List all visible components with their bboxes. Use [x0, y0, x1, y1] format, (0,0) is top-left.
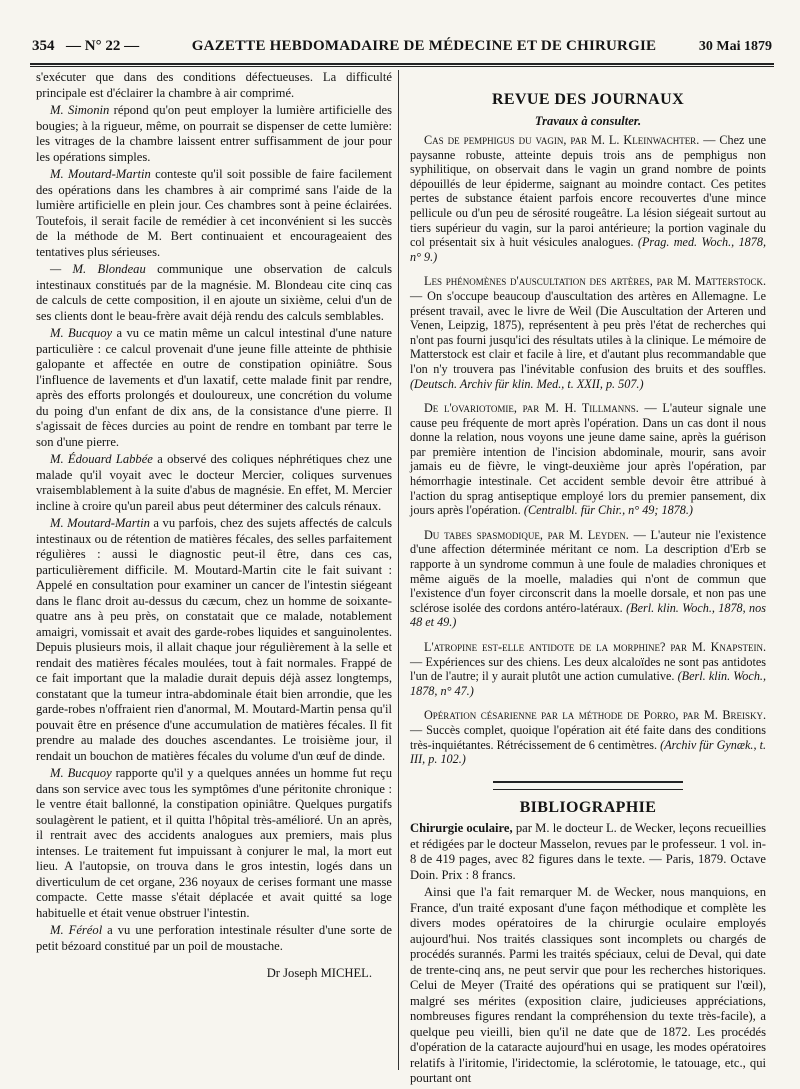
journal-entry: Opération césarienne par la méthode de Porro, par M. Breisky. — Succès complet, quoique l'opération ait été faite dans des conditions très-inquiétantes. Rétrécissement de 6 centimètres. (Archiv für Gynæk., t. III, p. 102.) [410, 708, 767, 767]
speaker-name: M. Bucquoy [50, 766, 112, 780]
entry-heading: De l'ovariotomie, par M. H. Tillmanns. [424, 401, 639, 416]
speaker-name: M. Simonin [50, 103, 110, 117]
journal-entry: De l'ovariotomie, par M. H. Tillmanns. — L'auteur signale une cause peu fréquente de mort après l'opération. Dans un cas dont il nous donne la relation, nous voyons une jeune dame saine, après la guérison par première intention de l'incision abdominale, mourir, sans avoir jamais eu de fièvre, le vingt-deuxième jour après l'opération, par hémorrhagie intestinale. Cet accident semble devoir être attribué à l'action du sprag antiseptique employé lors du premier pansement, dix jours après l'opération. (Centralbl. für Chir., n° 49; 1878.) [410, 401, 766, 518]
speaker-name: M. Moutard-Martin [50, 516, 150, 530]
speaker-name: M. Moutard-Martin [50, 167, 151, 181]
subsection-title: Travaux à consulter. [534, 113, 642, 128]
entry-heading: Opération césarienne par la méthode de Porro, par M. Breisky. [424, 708, 766, 723]
bibliography-title: BIBLIOGRAPHIE [519, 798, 657, 816]
paragraph: s'exécuter que dans des conditions défectueuses. La difficulté principale est d'éclairer la chambre à air comprimé. [36, 70, 392, 100]
paragraph: M. Moutard-Martin a vu parfois, chez des sujets affectés de calculs intestinaux ou de rétention de matières fécales, des selles parfaitement régulières : aussi le diagnostic peut-il être, dans ces cas, particulièrement difficile. M. Moutard-Martin cite le fait suivant : Appelé en consultation pour examiner un cancer de l'intestin siégeant dans le flanc droit au-dessus du cæcum, chez un homme de soixante-quatre ans à peu près, on constatait que ce malade, notablement amaigri, vomissait et avait des garde-robes liquides et sanguinolentes. Depuis plusieurs mois, il allait chaque jour régulièrement à la selle et rendait des matières fécales moulées, tout à fait normales. Frappé de ce fait important que la maladie durait depuis déjà assez longtemps, constatant que la tumeur intra-abdominale était bien arrondie, que les garde-robes n'offraient rien d'anormal, M. Moutard-Martin pensa qu'il pouvait être en présence d'une accumulation de matières fécales. Il fit prendre au malade des douches ascendantes. Le troisième jour, il rendait un bouchon de matières fécales du volume d'un œuf de dinde. [36, 516, 393, 763]
paragraph: M. Bucquoy rapporte qu'il y a quelques années un homme fut reçu dans son service avec tous les symptômes d'une péritonite chronique : le ventre était ballonné, la constipation opiniâtre. Quelques purgatifs soulagèrent le patient, et il quitta l'hôpital très-amélioré. Un an après, il rentrait avec des accidents analogues aux premiers, mais plus intenses. Le traitement fut impuissant à conjurer le mal, la mort eut lieu. A l'autopsie, on trouva dans le gros intestin, logés dans un diverticulum de cet organe, 236 noyaux de cerises formant une masse compacte. Cette masse s'était déplacée et avait quitté sa loge habituelle et était venue obstruer l'intestin. [36, 766, 392, 920]
speaker-name: M. Bucquoy [50, 326, 113, 340]
paragraph: — M. Blondeau communique une observation de calculs intestinaux constitués par de la magnésie. M. Blondeau cite cinq cas de calculs de cette composition, il en ajoute un sixième, celui d'un de ses clients dont le beau-frère avait déjà rendu des calculs semblables. [36, 262, 392, 323]
speaker-name: M. Féréol [50, 923, 103, 937]
paragraph: Ainsi que l'a fait remarquer M. de Wecker, nous manquions, en France, d'un traité exposant d'une façon méthodique et complète les divers modes opératoires de la chirurgie oculaire employés aujourd'hui. Nos traités classiques sont incomplets ou chargés de procédés surannés. Parmi les traités spéciaux, celui de Deval, qui date de trente-cinq ans, ne peut servir que pour les recherches historiques. Celui de Meyer (Traité des opérations qui se pratiquent sur l'œil), malgré ses mérites (exposition claire, judicieuses appréciations, nombreuses figures rendant la compréhension du texte très-facile), a quelque peu vieilli, bien qu'il ne date que de 1872. Les procédés d'opération de la cataracte aujourd'hui en usage, les modes opératoires relatifs à l'iritomie, l'iridectomie, la sclérotomie, le tatouage, etc., qui pourtant ont [410, 885, 766, 1086]
issue-date: 30 Mai 1879 [698, 39, 772, 54]
journal-entry: Du tabes spasmodique, par M. Leyden. — L'auteur nie l'existence d'une affection déterminée méritant ce nom. La description d'Erb se rapporte à un syndrome commun à une foule de maladies chroniques et même aiguës de la moelle, maladies qui n'ont de commun que l'existence d'un foyer circonscrit dans la moelle dorsale, et non pas une sclérose isolée des cordons antéro-latéraux. (Berl. klin. Woch., 1878, nos 48 et 49.) [410, 527, 766, 630]
speaker-name: M. Édouard Labbée [50, 452, 153, 466]
signature: Dr Joseph MICHEL. [266, 966, 372, 980]
journal-entry: L'atropine est-elle antidote de la morphine? par M. Knapstein. — Expériences sur des chiens. Les deux alcaloïdes ne sont pas antidotes l'un de l'autre; il y aurait plutôt une action cumulative. (Berl. klin. Woch., 1878, n° 47.) [410, 640, 767, 698]
entry-reference: (Centralbl. für Chir., n° 49; 1878.) [523, 503, 693, 518]
section-divider [493, 781, 683, 790]
paragraph: M. Féréol a vu une perforation intestinale résulter d'une sorte de petit bézoard constitué par un poil de moustache. [36, 923, 392, 953]
book-citation: Chirurgie oculaire, par M. le docteur L. de Wecker, leçons recueillies et rédigées par le docteur Masselon, revues par le professeur. 1 vol. in-8 de 419 pages, avec 82 figures dans le texte. — Paris, 1879. Octave Doin. Prix : 8 francs. [410, 821, 766, 882]
paragraph: M. Édouard Labbée a observé des coliques néphrétiques chez une malade qu'il voyait avec le docteur Mercier, coliques survenues vraisemblablement à la suite d'abus de magnésie. En effet, M. Mercier incline à croire qu'un pareil abus peut déterminer des calculs rénaux. [36, 452, 392, 513]
entry-heading: Les phénomènes d'auscultation des artères, par M. Matterstock. [424, 274, 766, 289]
left-column [36, 70, 392, 984]
entry-reference: (Archiv für Gynæk., t. III, p. 102.) [410, 737, 767, 767]
entry-heading: L'atropine est-elle antidote de la morphine? par M. Knapstein. [424, 640, 766, 654]
entry-reference: (Berl. klin. Woch., 1878, nos 48 et 49.) [410, 600, 766, 630]
entry-heading: Cas de pemphigus du vagin, par M. L. Kleinwachter. [424, 133, 700, 147]
right-column [410, 70, 766, 1089]
page-header [32, 38, 772, 62]
header-rule [30, 63, 774, 67]
journal-entry: Les phénomènes d'auscultation des artères, par M. Matterstock. — On s'occupe beaucoup d'auscultation des artères en Allemagne. Le présent travail, avec le livre de Weil (Die Auscultation der Arteren und Venen, Leipzig, 1875), représentent à peu près l'état de recherches qui n'ont pas fourni jusqu'ici des résultats utiles à la clinique. Le mémoire de Matterstock est clair et facile à lire, et d'autant plus recommandable que l'on n'y trouvera pas l'inévitable confusion des bruits et des souffles. (Deutsch. Archiv für klin. Med., t. XXII, p. 507.) [410, 274, 766, 391]
issue-number: — N° 22 — [66, 38, 140, 54]
paragraph: M. Bucquoy a vu ce matin même un calcul intestinal d'une nature particulière : ce calcul provenait d'une jeune fille atteinte de phthisie galopante et affectée en outre de constipation opiniâtre. Sous l'influence de lavements et d'un laxatif, cette malade finit par rendre, après des efforts prolongés et douloureux, une concrétion du volume du poing d'un enfant de dix ans, de la consistance d'une pierre. Il s'agissait de fèces durcies au point de rendre en tombant par terre le son d'une pierre. [36, 326, 392, 449]
journal-entry: Cas de pemphigus du vagin, par M. L. Kleinwachter. — Chez une paysanne robuste, atteinte depuis trois ans de pemphigus non syphilitique, on observait dans le vagin un grand nombre de points dépouillés de leur épiderme, saignant au moindre contact. Ces petites pertes de substance étaient parfois encore recouvertes d'une mince pellicule ou d'un peu de sérosité rougeâtre. La lésion siégeait surtout au tiers supérieur du vagin, sur la paroi antérieure; la portion vaginale du col présentait six à huit vésicules analogues. (Prag. med. Woch., 1878, n° 9.) [410, 133, 767, 264]
entry-heading: Du tabes spasmodique, par M. Leyden. [424, 527, 629, 542]
paragraph: M. Moutard-Martin conteste qu'il soit possible de faire facilement des opérations dans les chambres à air comprimé sans l'aide de la lumière artificielle en plein jour. Ces chambres sont à peine éclairées. Toutefois, il serait facile de remédier à cet inconvénient si les succès de la méthode de M. Bert continuaient et encourageaient des tentatives plus sérieuses. [36, 167, 393, 259]
book-title: Chirurgie oculaire, [410, 821, 513, 836]
page-number: 354 [32, 38, 55, 54]
entry-reference: (Prag. med. Woch., 1878, n° 9.) [410, 235, 766, 264]
entry-reference: (Berl. klin. Woch., 1878, n° 47.) [410, 669, 767, 698]
entry-reference: (Deutsch. Archiv für klin. Med., t. XXII, p. 507.) [410, 376, 644, 391]
journal-title: GAZETTE HEBDOMADAIRE DE MÉDECINE ET DE CHIRURGIE [191, 38, 657, 54]
column-divider [398, 70, 399, 1070]
speaker-name: — M. Blondeau [50, 262, 146, 276]
section-title: REVUE DES JOURNAUX [491, 91, 685, 108]
paragraph: M. Simonin répond qu'on peut employer la lumière artificielle des bougies; à la rigueur, même, on pourrait se dispenser de cette lumière: les vitrages de la chambre laissent entrer suffisamment de jour pour les opérations simples. [36, 103, 392, 164]
